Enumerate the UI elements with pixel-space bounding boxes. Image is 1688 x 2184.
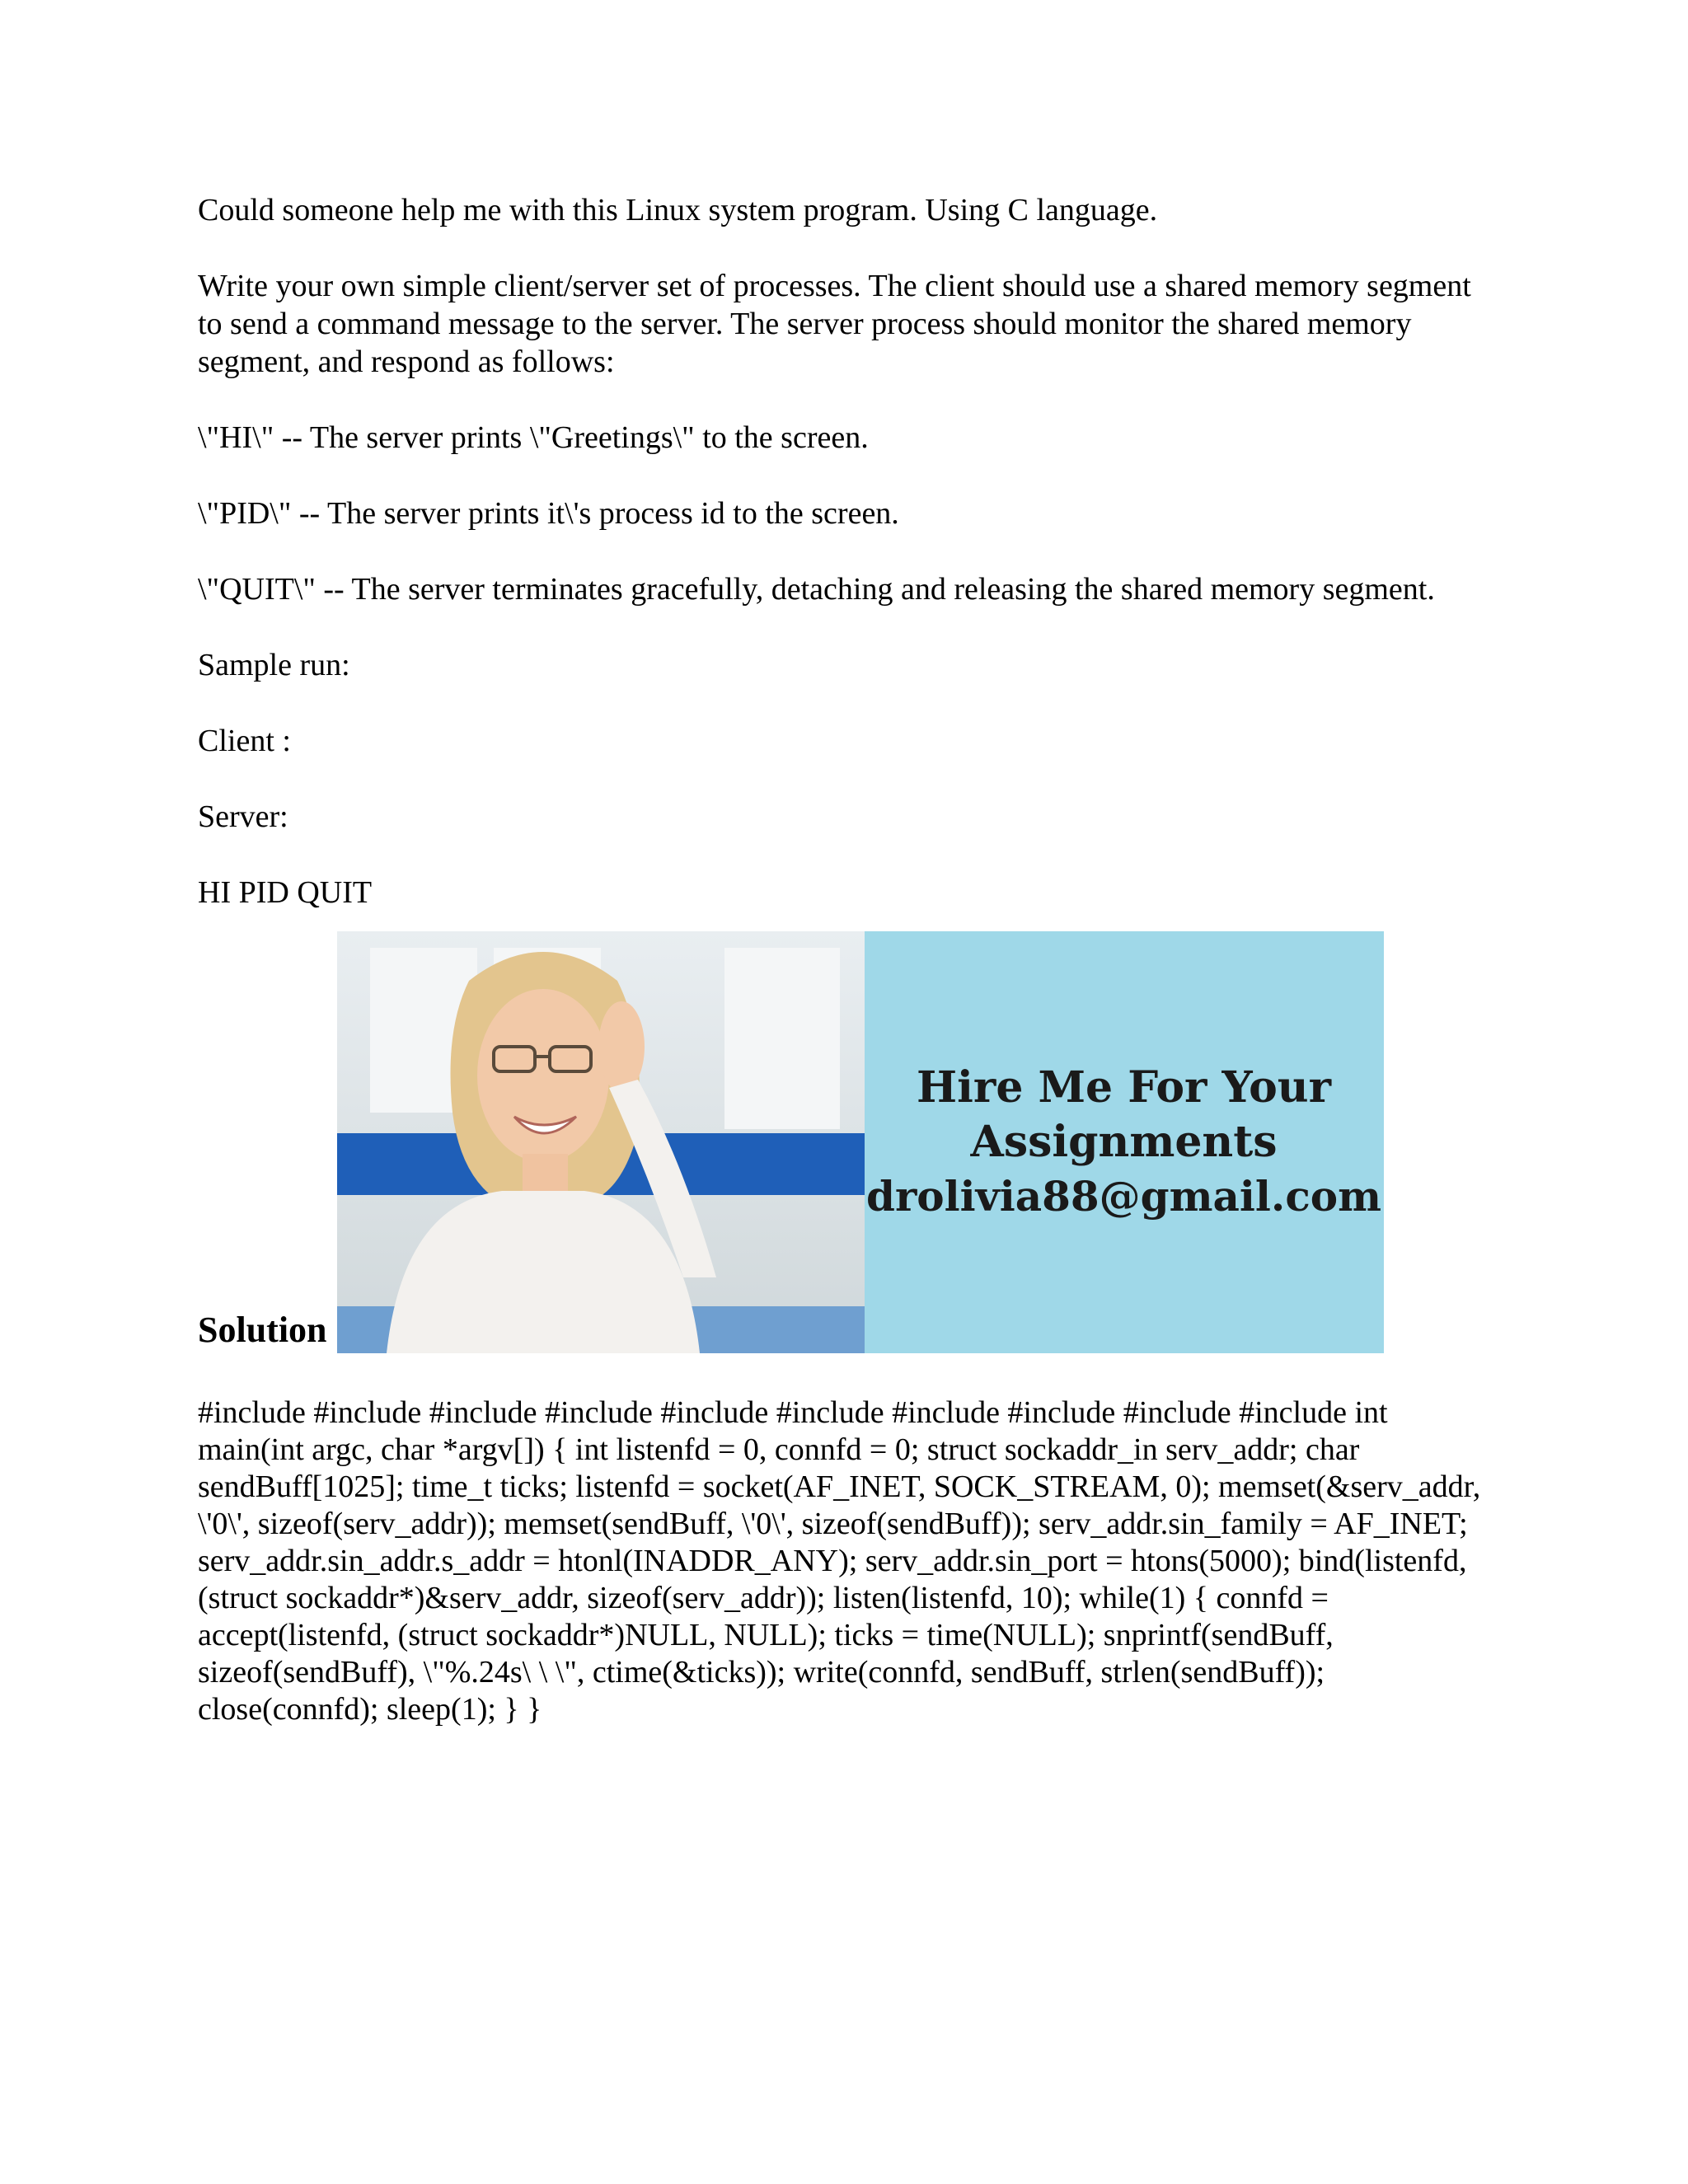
woman-photo (337, 931, 865, 1353)
quit-command-text: \"QUIT\" -- The server terminates gracefully, detaching and releasing the shared memory segment. (198, 572, 1435, 607)
hi-command-text: \"HI\" -- The server prints \"Greetings\" to the screen. (198, 420, 869, 455)
ad-banner-image (337, 931, 1384, 1353)
task-text: Write your own simple client/server set of processes. The client should use a shared memory segment to send a command message to the server. The server process should monitor the shared memory segment, and respond as follows: (198, 269, 1471, 379)
server-label: Server: (198, 799, 288, 834)
solution-row (198, 931, 1484, 1353)
document-page (198, 191, 1484, 1760)
solution-code-text: #include #include #include #include #include #include #include #include #include #include int main(int argc, char *argv[]) { int listenfd = 0, connfd = 0; struct sockaddr_in serv_addr; char sendBuff[1025]; time_t ticks; listenfd = socket(AF_INET, SOCK_STREAM, 0); memset(&serv_addr, \'0\', sizeof(serv_addr)); memset(sendBuff, \'0\', sizeof(sendBuff)); serv_addr.sin_family = AF_INET; serv_addr.sin_addr.s_addr = htonl(INADDR_ANY); serv_addr.sin_port = htons(5000); bind(listenfd, (struct sockaddr*)&serv_addr, sizeof(serv_addr)); listen(listenfd, 10); while(1) { connfd = accept(listenfd, (struct sockaddr*)NULL, NULL); ticks = time(NULL); snprintf(sendBuff, sizeof(sendBuff), \"%.24s\ \ \", ctime(&ticks)); write(connfd, sendBuff, strlen(sendBuff)); close(connfd); sleep(1); } } (198, 1395, 1481, 1727)
woman-figure (337, 931, 865, 1353)
ad-text-panel (865, 931, 1384, 1353)
commands-text: HI PID QUIT (198, 875, 373, 910)
intro-text: Could someone help me with this Linux system program. Using C language. (198, 193, 1158, 227)
solution-heading: Solution (198, 1310, 327, 1350)
pid-command-text: \"PID\" -- The server prints it\'s process id to the screen. (198, 496, 899, 531)
sample-run-label: Sample run: (198, 648, 350, 682)
client-label: Client : (198, 724, 291, 758)
ad-email: drolivia88@gmail.com (866, 1172, 1382, 1221)
ad-headline-line1: Hire Me For Your (917, 1062, 1331, 1113)
ad-headline-line2: Assignments (970, 1117, 1278, 1167)
